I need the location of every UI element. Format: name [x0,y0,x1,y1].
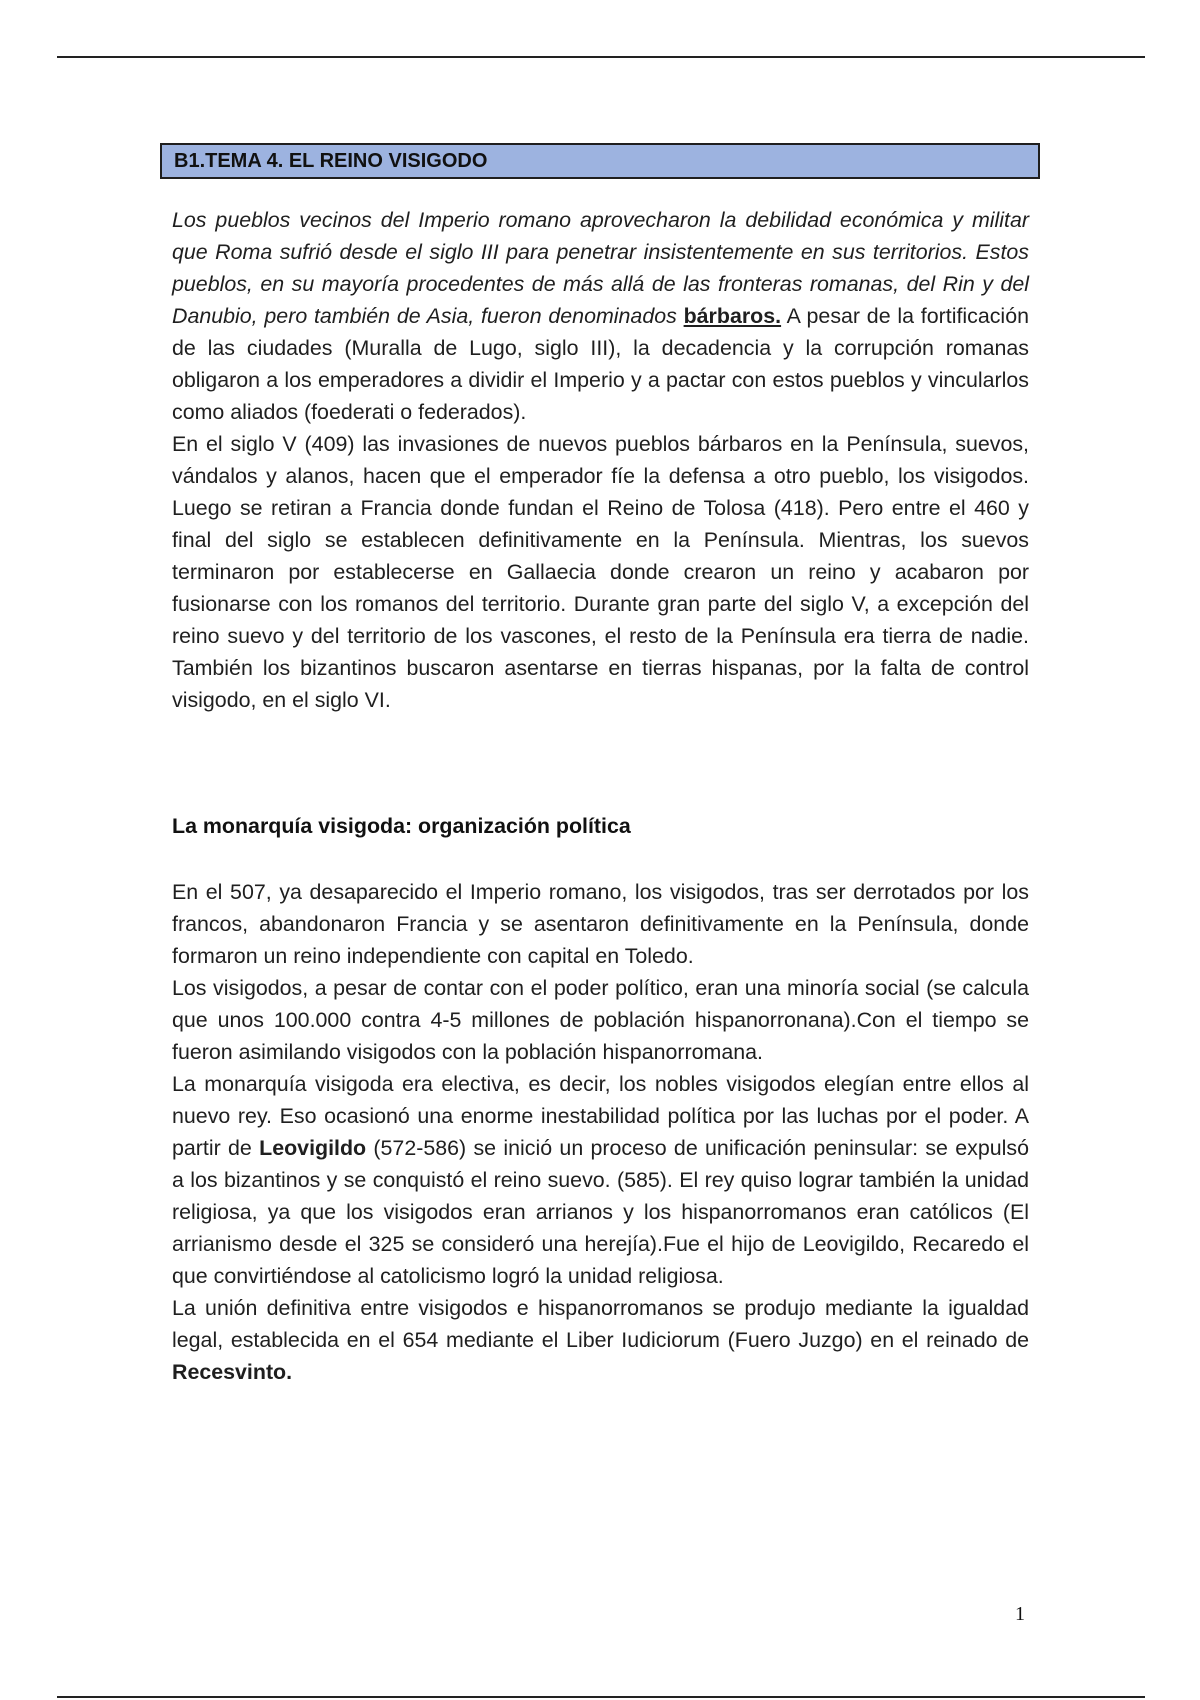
monarchy-section [172,876,1029,1388]
header-rule [57,56,1145,58]
section-heading: La monarquía visigoda: organización política [172,814,631,838]
leovigildo-name: Leovigildo [259,1136,367,1160]
monarchy-paragraph-4 [172,1292,1029,1388]
monarchy-paragraph-1: En el 507, ya desaparecido el Imperio romano, los visigodos, tras ser derrotados por los francos, abandonaron Francia y se asentaron definitivamente en la Península, donde formaron un reino independiente con capital en Toledo. [172,880,1029,968]
intro-italic-text: Los pueblos vecinos del Imperio romano aprovecharon la debilidad económica y militar que Roma sufrió desde el siglo III para penetrar insistentemente en sus territorios. Estos pueblos, en su mayoría procedentes de más allá de las fronteras romanas, del Rin y del Danubio, pero también de Asia, fueron denominados [172,208,1029,328]
monarchy-paragraph-2: Los visigodos, a pesar de contar con el poder político, eran una minoría social (se calcula que unos 100.000 contra 4-5 millones de población hispanorronana).Con el tiempo se fueron asimilando visigodos con la población hispanorromana. [172,976,1029,1064]
footer-rule [57,1696,1145,1698]
chapter-title: B1.TEMA 4. EL REINO VISIGODO [160,143,1040,179]
recesvinto-name: Recesvinto. [172,1360,293,1384]
p3-text-a: La monarquía visigoda era electiva, es decir, los nobles visigodos elegían entre ellos al nuevo rey. Eso ocasionó una enorme inestabilidad política por las luchas por el poder. A partir de [172,1072,1029,1160]
p4-text-a: La unión definitiva entre visigodos e hispanorromanos se produjo mediante la igualdad legal, establecida en el 654 mediante el Liber Iudiciorum (Fuero Juzgo) en el reinado de [172,1296,1029,1352]
page-number: 1 [1015,1603,1025,1625]
intro-paragraph [172,204,1029,428]
intro-section [172,204,1029,716]
intro-paragraph-2: En el siglo V (409) las invasiones de nuevos pueblos bárbaros en la Península, suevos, vándalos y alanos, hacen que el emperador fíe la defensa a otro pueblo, los visigodos. Luego se retiran a Francia donde fundan el Reino de Tolosa (418). Pero entre el 460 y final del siglo se establecen definitivamente en la Península. Mientras, los suevos terminaron por establecerse en Gallaecia donde crearon un reino y acabaron por fusionarse con los romanos del territorio. Durante gran parte del siglo V, a excepción del reino suevo y del territorio de los vascones, el resto de la Península era tierra de nadie. También los bizantinos buscaron asentarse en tierras hispanas, por la falta de control visigodo, en el siglo VI. [172,432,1029,712]
p3-text-c: (572-586) se inició un proceso de unificación peninsular: se expulsó a los bizantinos y se conquistó el reino suevo. (585). El rey quiso lograr también la unidad religiosa, ya que los visigodos eran arrianos y los hispanorromanos eran católicos (El arrianismo desde el 325 se consideró una herejía).Fue el hijo de Leovigildo, Recaredo el que convirtiéndose al catolicismo logró la unidad religiosa. [172,1136,1029,1288]
intro-rest-text: A pesar de la fortificación de las ciudades (Muralla de Lugo, siglo III), la decadencia y la corrupción romanas obligaron a los emperadores a dividir el Imperio y a pactar con estos pueblos y vincularlos como aliados (foederati o federados). [172,304,1029,424]
monarchy-paragraph-3 [172,1068,1029,1292]
term-barbaros: bárbaros. [683,304,782,328]
